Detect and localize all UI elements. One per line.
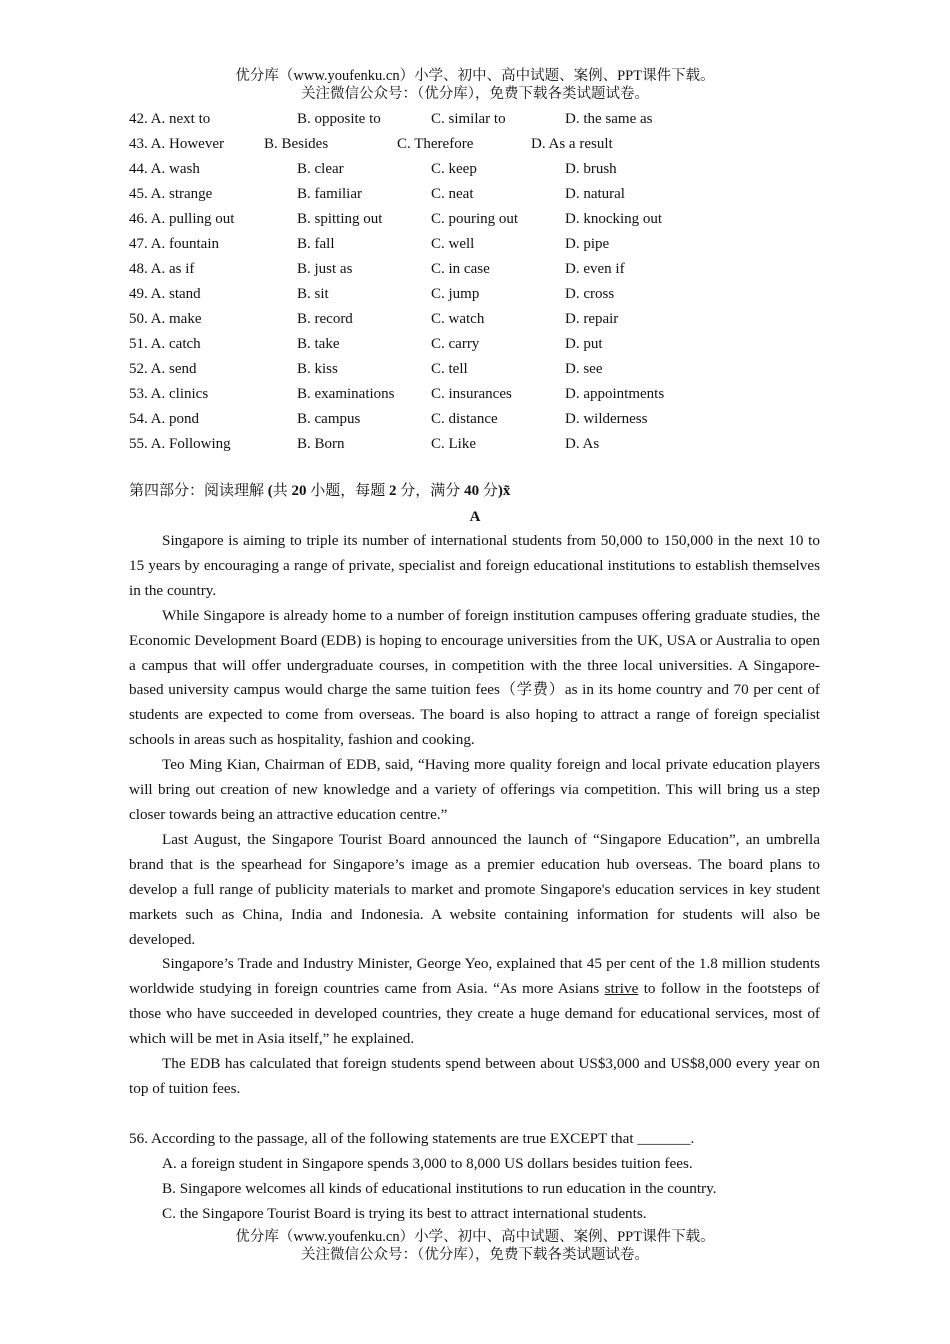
option-c: C. well xyxy=(431,236,475,252)
option-b: B. spitting out xyxy=(297,211,383,227)
paragraph-text: to follow in the footsteps of those who have succeeded in developed countries, they create a huge demand for educational services, most of which will be met in Asia itself,” he explained. xyxy=(129,980,820,1048)
option-a: 47. A. fountain xyxy=(129,236,219,252)
option-c: C. Therefore xyxy=(397,136,474,152)
option-d: D. cross xyxy=(565,286,615,302)
option-a: 53. A. clinics xyxy=(129,386,209,402)
section-title-part: ( xyxy=(267,483,273,499)
option-c: C. neat xyxy=(431,186,474,202)
option-row-48 xyxy=(129,257,829,282)
footer-line-1: 优分库（www.youfenku.cn）小学、初中、高中试题、案例、PPT课件下载。 xyxy=(235,1229,715,1245)
question-stem: 56. According to the passage, all of the following statements are true EXCEPT that _______. xyxy=(129,1130,695,1147)
option-row-47 xyxy=(129,232,829,257)
footer-line-2: 关注微信公众号：（优分库），免费下载各类试题试卷。 xyxy=(301,1247,649,1263)
option-c: C. tell xyxy=(431,361,468,377)
option-d: D. see xyxy=(565,361,603,377)
option-b: B. Besides xyxy=(264,136,329,152)
section-title-part: 40 xyxy=(464,483,480,499)
paragraph xyxy=(129,952,820,1052)
option-c: C. jump xyxy=(431,286,480,302)
option-a: 54. A. pond xyxy=(129,411,200,427)
option-c: C. watch xyxy=(431,311,485,327)
paragraph-text: Singapore’s Trade and Industry Minister, George Yeo, explained that 45 per cent of the 1.8 million students worldwide studying in foreign countries came from Asia. “As more Asians xyxy=(129,955,820,998)
option-c: C. Like xyxy=(431,436,476,452)
option-c: C. distance xyxy=(431,411,498,427)
option-row-53 xyxy=(129,382,829,407)
option-b: B. campus xyxy=(297,411,361,427)
option-b: B. take xyxy=(297,336,340,352)
option-b: B. clear xyxy=(297,161,344,177)
underlined-word: strive xyxy=(604,980,639,998)
option-d: D. put xyxy=(565,336,603,352)
option-row-46 xyxy=(129,207,829,232)
option-b: B. examinations xyxy=(297,386,395,402)
option-c: C. pouring out xyxy=(431,211,519,227)
option-c: C. similar to xyxy=(431,111,506,127)
header-line-1: 优分库（www.youfenku.cn）小学、初中、高中试题、案例、PPT课件下载。 xyxy=(235,68,715,84)
option-d: D. the same as xyxy=(565,111,653,127)
option-a: 45. A. strange xyxy=(129,186,213,202)
paragraph: While Singapore is already home to a number of foreign institution campuses offering graduate studies, the Economic Development Board (EDB) is hoping to encourage universities from the UK, USA or Australia to open a campus that will offer undergraduate courses, in competition with the three local universities. A Singapore-based university campus would charge the same tuition fees（学费）as in its home country and 70 per cent of students are expected to come from overseas. The board is also hoping to attract a range of foreign specialist schools in areas such as hospitality, fashion and cooking. xyxy=(129,606,820,749)
option-a: 49. A. stand xyxy=(129,286,201,302)
reading-passage xyxy=(129,529,820,1102)
option-d: D. natural xyxy=(565,186,625,202)
option-a: 55. A. Following xyxy=(129,436,231,452)
option-a: 42. A. next to xyxy=(129,111,211,127)
option-b: B. fall xyxy=(297,236,335,252)
paragraph: Teo Ming Kian, Chairman of EDB, said, “Having more quality foreign and local private education players will bring out creation of new knowledge and a variety of offerings via competition. This will bring us a step closer towards being an attractive education centre.” xyxy=(129,756,820,823)
option-row-45 xyxy=(129,182,829,207)
paragraph: The EDB has calculated that foreign students spend between about US$3,000 and US$8,000 every year on top of tuition fees. xyxy=(129,1055,820,1097)
passage-letter: A xyxy=(469,509,481,525)
option-b: B. just as xyxy=(297,261,353,277)
option-b: B. familiar xyxy=(297,186,362,202)
option-d: D. even if xyxy=(565,261,625,277)
header-line-2: 关注微信公众号：（优分库），免费下载各类试题试卷。 xyxy=(301,86,649,102)
option-a: 46. A. pulling out xyxy=(129,211,235,227)
section-title-part: 20 xyxy=(291,483,307,499)
option-row-50 xyxy=(129,307,829,332)
option-b: B. opposite to xyxy=(297,111,381,127)
section-title-part: )x̃ xyxy=(497,483,511,499)
option-row-49 xyxy=(129,282,829,307)
option-c: C. keep xyxy=(431,161,477,177)
paragraph: Last August, the Singapore Tourist Board announced the launch of “Singapore Education”, an umbrella brand that is the spearhead for Singapore’s image as a premier education hub overseas. The board plans to develop a full range of publicity materials to market and promote Singapore's education services in key student markets such as China, India and Indonesia. A website containing information for students will also be developed. xyxy=(129,830,820,948)
option-d: D. wilderness xyxy=(565,411,648,427)
option-row-55 xyxy=(129,432,829,457)
section-title-part: 共 xyxy=(272,483,292,499)
option-d: D. repair xyxy=(565,311,619,327)
choice-a: A. a foreign student in Singapore spends 3,000 to 8,000 US dollars besides tuition fees. xyxy=(162,1154,693,1172)
section-title xyxy=(129,480,510,502)
option-row-42 xyxy=(129,107,829,132)
option-row-43 xyxy=(129,132,829,157)
option-c: C. insurances xyxy=(431,386,512,402)
option-b: B. sit xyxy=(297,286,329,302)
option-d: D. knocking out xyxy=(565,211,663,227)
option-b: B. kiss xyxy=(297,361,338,377)
option-d: D. pipe xyxy=(565,236,610,252)
option-b: B. record xyxy=(297,311,353,327)
option-d: D. brush xyxy=(565,161,617,177)
option-c: C. in case xyxy=(431,261,490,277)
option-a: 50. A. make xyxy=(129,311,202,327)
section-title-part: 分 xyxy=(479,483,498,499)
option-d: D. appointments xyxy=(565,386,665,402)
section-title-part: 小题，每题 xyxy=(306,483,390,499)
choice-b: B. Singapore welcomes all kinds of educational institutions to run education in the country. xyxy=(162,1179,717,1197)
section-title-part: 2 xyxy=(389,483,397,499)
option-a: 44. A. wash xyxy=(129,161,200,177)
option-row-54 xyxy=(129,407,829,432)
option-a: 51. A. catch xyxy=(129,336,201,352)
option-b: B. Born xyxy=(297,436,345,452)
page-header xyxy=(0,67,950,103)
option-row-51 xyxy=(129,332,829,357)
option-row-44 xyxy=(129,157,829,182)
cloze-options xyxy=(129,107,829,457)
option-c: C. carry xyxy=(431,336,480,352)
option-d: D. As xyxy=(565,436,600,452)
choice-c: C. the Singapore Tourist Board is trying its best to attract international students. xyxy=(162,1204,647,1222)
option-d: D. As a result xyxy=(531,136,613,152)
section-title-part: 分，满分 xyxy=(396,483,465,499)
section-title-part: 第四部分：阅读理解 xyxy=(129,483,268,499)
option-a: 43. A. However xyxy=(129,136,224,152)
option-a: 48. A. as if xyxy=(129,261,195,277)
option-a: 52. A. send xyxy=(129,361,197,377)
page-footer xyxy=(0,1228,950,1264)
paragraph: Singapore is aiming to triple its number of international students from 50,000 to 150,000 in the next 10 to 15 years by encouraging a range of private, specialist and foreign educational institutions to establish themselves in the country. xyxy=(129,532,820,599)
option-row-52 xyxy=(129,357,829,382)
question-56 xyxy=(129,1127,829,1227)
